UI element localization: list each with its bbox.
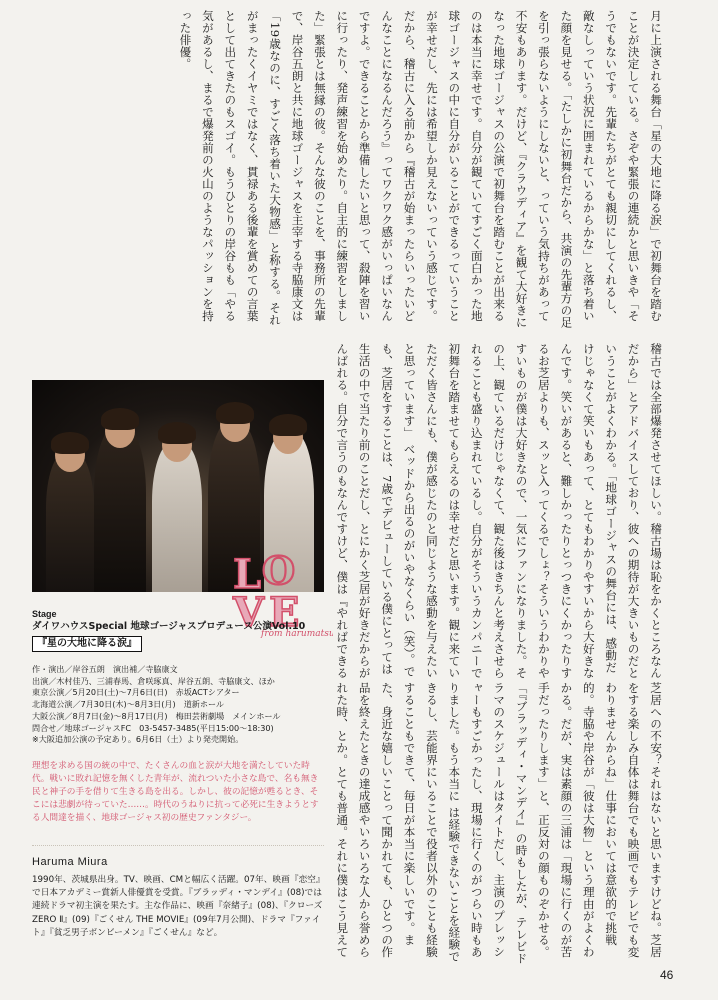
info-line: 問合せ／地球ゴージャスFC 03-5457-3485(平日15:00〜18:30) [32, 722, 274, 733]
svg-text:O: O [262, 548, 296, 593]
svg-text:E: E [269, 589, 300, 636]
article-text-mid: 稽古では全部爆発させてほしい。稽古場は恥をかくところなんだから」とアドバイスしており、彼への期待が大きいものだということがよくわかる。「地球ゴージャスの舞台には、感動だけじゃなくて笑いもあって、とてもわかりやすいから大好きなんです。笑いがあると、難しかったりとっつきにくかったりするお芝居よりも、スッと入ってくるでしょ？そういうわかりやすいものが僕は大好きなので、一気にファンになりました。その上、観ているだけじゃなくて、観た後はきちんと考えさせられることも盛り込まれているし。自分がそういうカンパニーで初舞台を踏ませてもらえるのは幸せだと思います。観に来ていただく皆さんにも、僕が感じたのと同じような感動を与えたいと思っています」 [402, 343, 663, 679]
article-text-top: 月に上演される舞台「星の大地に降る涙」で初舞台を踏むことが決定している。さぞや緊張の連続かと思いきや「そうでもないです。先輩たちがとても親切にしてくれるし、敵なしっていう状況に囲まれているからかな」と落ち着いた顔を見せる。「たしかに初舞台だから、共演の先輩方の足を引っ張らないようにしないと、っていう気持ちがあって不安もあります。だけど、『クラウディア』を観て大好きになった地球ゴージャスの公演で初舞台を踏むことが出来るのは本当に幸せです。自分が観ていてすごく面白かった地球ゴージャスの中に自分がいることができるっていうことが幸せだし、先には希望しか見えないっていう感じです。だから、稽古に入る前から『稽古が始まったらいったいどんなことになるんだろう』ってワクワク感がいっぱいなんですよ。できることから準備したいと思って、殺陣を習いに行ったり、発声練習を始めたり。自主的に練習をしました」緊張とは無縁の彼。そんな彼のことを、事務所の先輩で、岸谷五朗と共に地球ゴージャスを主宰する寺脇康文は「19歳なのに、すごく落ち着いた大物感」と称する。それがまったくイヤミではなく、貫禄ある後輩を賞めての言葉として出てきたのもスゴイ。もうひとりの岸谷もも「やる気があるし、まるで爆発前の火山のようなパッションを持った俳優。 [178, 10, 663, 329]
article-text-bot: 芝居への不安？それはないと思いますけどね。芝居をする楽しみ自体は舞台でも映画でもテレビでも変わりませんからね」仕事においては意欲的で挑戦的。寺脇や岸谷が「彼は大物」という理由がよくわかる。だが、実は素顔の三浦は「現場に行くのが苦手だったりします」と、正反対の顔ものぞかせる。「『ブラッディ・マンデイ』の時もしたが、テレビドラマのスケジュールはタイトだし、主演のプレッシャーもすごかったし、現場に行くのがつらい時もありました。もう本当に [447, 682, 663, 965]
svg-text:from harumatsu: from harumatsu [261, 629, 333, 638]
page-number: 46 [660, 968, 674, 982]
stage-title: 『星の大地に降る涙』 [32, 636, 142, 652]
divider [32, 845, 324, 846]
article-top-block [55, 10, 667, 333]
article-middle-block [335, 343, 667, 681]
info-line: 大阪公演／8月7日(金)〜8月17日(月) 梅田芸術劇場 メインホール [32, 710, 281, 721]
info-line: 出演／木村佳乃、三浦春馬、倉咲琢真、岸谷五朗、寺脇康文、ほか [32, 675, 275, 686]
profile-name: Haruma Miura [32, 856, 108, 868]
synopsis: 理想を求める国の統の中で、たくさんの血と涙が大地を満たしていた時代。戦いに敗れ記憶を無くした青年が、流れついた小さな島で、名も無き民と神子の手を借りて生きる島を出る。しかし、彼の記憶が甦るとき、そこには悲劇が待っていた……。時代のうねりに抗って必死に生きようとする人間達を描く、地球ゴージャス初の歴史ファンタジー。 [32, 761, 319, 823]
article-text-mid-2: ベッドから出るのがいやなくらい（笑）。でも、芝居をすることは、7歳でデビューしている僕にとっては生活の中で当たり前のことだし、とにかく芝居が好きだからがんばれる。自分で言うのもなんですけど、僕は『やればできる [335, 343, 417, 679]
article-text-bot-2: は経験できないことを経験できるし、芸能界にいることで役者以外のことも経験することもできて、毎日が本当に楽しいです。また、身近な嬉しいことって聞かれても、ひとつの作品を終えたときの達成感やいろいろな人から誉められた時、とか。とても普通。それに僕はこう見えて [335, 682, 462, 963]
stage-info [32, 664, 324, 746]
info-line: 北海道公演／7月30日(木)〜8月3日(月) 道新ホール [32, 699, 224, 710]
info-line: 作・演出／岸谷五朗 演出補／寺脇康文 [32, 664, 178, 674]
stage-label: Stage [32, 609, 57, 619]
info-line: 東京公演／5月20日(土)〜7月6日(日) 赤坂ACTシアター [32, 687, 240, 698]
svg-text:V: V [233, 589, 265, 636]
svg-text:L: L [233, 551, 262, 598]
stage-presenter: ダイワハウスSpecial 地球ゴージャスプロデュース公演Vol.10 [32, 621, 306, 632]
article-bottom-block [335, 682, 667, 969]
profile-text: 1990年、茨城県出身。TV、映画、CMと幅広く活躍。07年、映画『恋空』で日本アカデミー賞新人俳優賞を受賞。『ブラッディ・マンデイ』(08)では連続ドラマ初主演を果たす。主な作品に、映画『奈緒子』(08)、『クローズZERO Ⅱ』(09)『ごくせん THE MOVIE』(09年7月公開)、ドラマ『ファイト』『貧乏男子ボンビーメン』『ごくせん』など。 [32, 875, 323, 938]
info-line: ※大阪追加公演の予定あり。6月6日（土）より発売開始。 [32, 734, 244, 745]
